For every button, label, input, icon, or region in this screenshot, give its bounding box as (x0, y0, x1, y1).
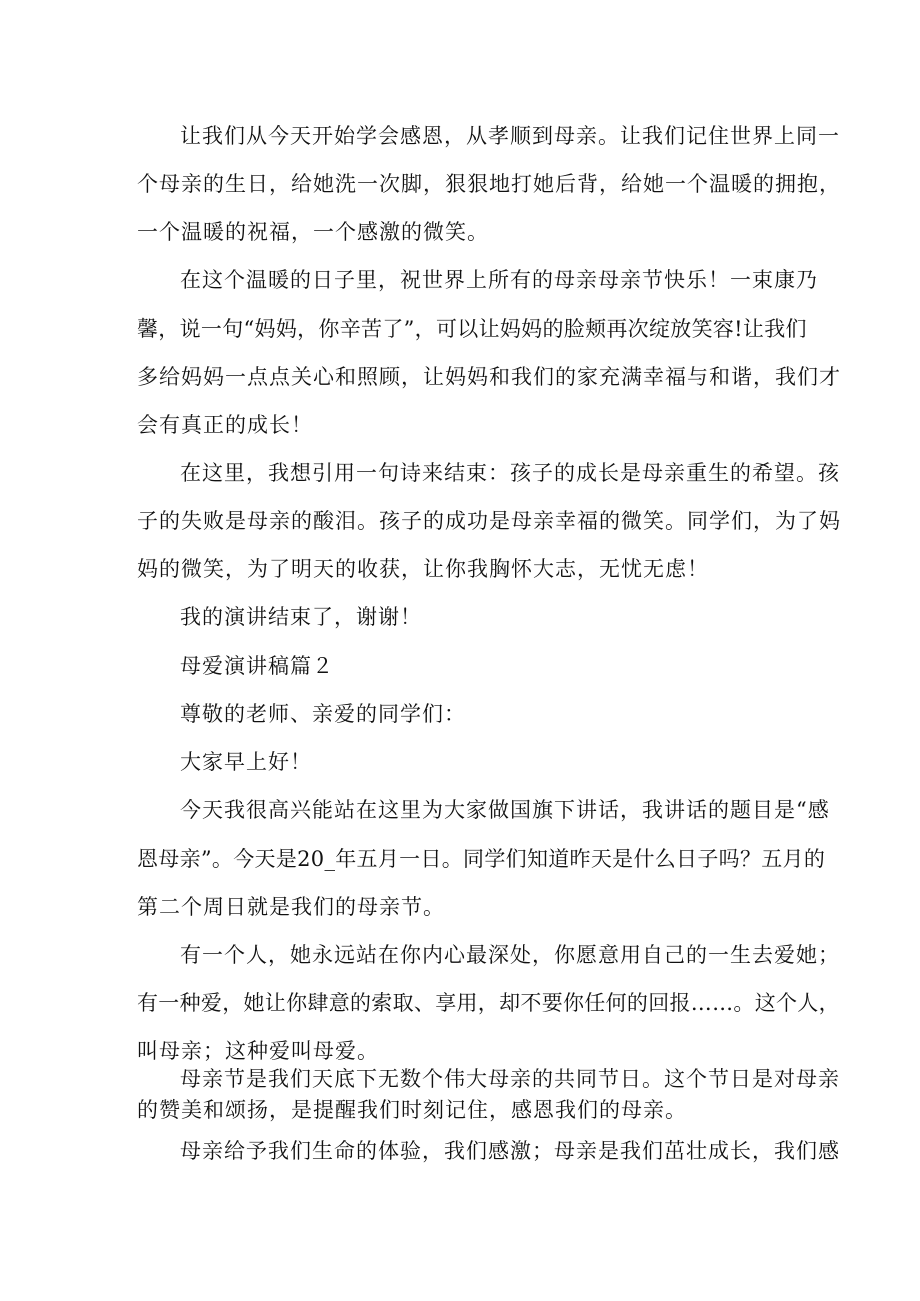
paragraph-10-line-1: 母亲节是我们天底下无数个伟大母亲的共同节日。这个节日是对母亲 (180, 1067, 840, 1091)
paragraph-8-line-1: 今天我很高兴能站在这里为大家做国旗下讲话，我讲话的题目是“感 (180, 798, 830, 822)
paragraph-10-line-2: 的赞美和颂扬，是提醒我们时刻记住，感恩我们的母亲。 (137, 1098, 687, 1122)
salutation: 尊敬的老师、亲爱的同学们： (180, 702, 466, 726)
paragraph-2-line-3: 多给妈妈一点点关心和照顾，让妈妈和我们的家充满幸福与和谐，我们才 (137, 365, 841, 389)
paragraph-2-line-2: 馨，说一句“妈妈，你辛苦了”，可以让妈妈的脸颊再次绽放笑容!让我们 (137, 317, 807, 341)
paragraph-8-line-2: 恩母亲”。今天是20_年五月一日。同学们知道昨天是什么日子吗？五月的 (137, 847, 826, 871)
section-title: 母爱演讲稿篇２ (180, 654, 334, 678)
paragraph-3-line-3: 妈的微笑，为了明天的收获，让你我胸怀大志，无忧无虑！ (137, 557, 709, 581)
paragraph-9-line-3: 叫母亲；这种爱叫母爱。 (137, 1039, 379, 1063)
paragraph-8-line-3: 第二个周日就是我们的母亲节。 (137, 895, 445, 919)
paragraph-3-line-1: 在这里，我想引用一句诗来结束：孩子的成长是母亲重生的希望。孩 (180, 461, 840, 485)
paragraph-1-line-2: 个母亲的生日，给她洗一次脚，狠狠地打她后背，给她一个温暖的拥抱， (137, 172, 841, 196)
paragraph-4-line-1: 我的演讲结束了，谢谢！ (180, 605, 422, 629)
paragraph-9-line-1: 有一个人，她永远站在你内心最深处，你愿意用自己的一生去爱她； (180, 943, 840, 967)
greeting: 大家早上好！ (180, 750, 312, 774)
paragraph-1-line-3: 一个温暖的祝福，一个感激的微笑。 (137, 220, 489, 244)
paragraph-9-line-2: 有一种爱，她让你肆意的索取、享用，却不要你任何的回报……。这个人， (137, 991, 840, 1015)
paragraph-11-line-1: 母亲给予我们生命的体验，我们感激；母亲是我们茁壮成长，我们感 (180, 1139, 840, 1163)
paragraph-2-line-1: 在这个温暖的日子里，祝世界上所有的母亲母亲节快乐！一束康乃 (180, 268, 818, 292)
paragraph-2-line-4: 会有真正的成长！ (137, 413, 313, 437)
paragraph-3-line-2: 子的失败是母亲的酸泪。孩子的成功是母亲幸福的微笑。同学们，为了妈 (137, 509, 841, 533)
paragraph-1-line-1: 让我们从今天开始学会感恩，从孝顺到母亲。让我们记住世界上同一 (180, 124, 840, 148)
